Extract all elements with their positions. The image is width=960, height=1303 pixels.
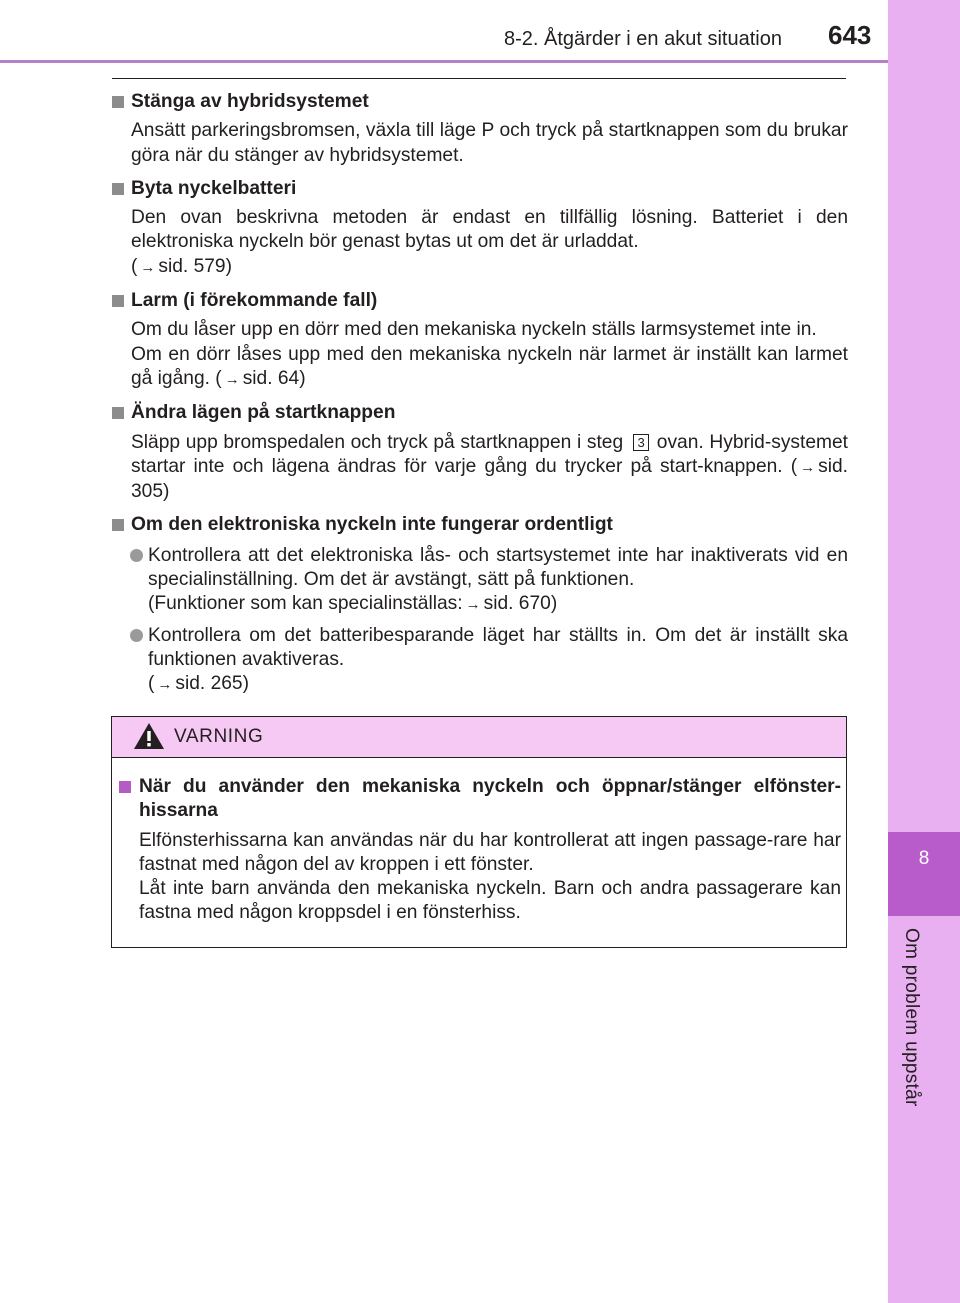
square-bullet-icon	[119, 781, 131, 793]
arrow-right-icon: →	[157, 676, 173, 694]
page-number: 643	[828, 20, 872, 50]
chapter-title: Om problem uppstår	[901, 928, 922, 1107]
section-body: Den ovan beskrivna metoden är endast en tillfällig lösning. Batteriet i den elektroniska nyckeln bör genast bytas ut om det är urladdat. ( → sid. 579)	[112, 206, 848, 280]
section-heading: Byta nyckelbatteri	[112, 177, 848, 201]
circle-bullet-icon	[130, 549, 143, 562]
main-content	[112, 90, 848, 698]
warning-triangle-icon	[133, 722, 165, 750]
square-bullet-icon	[112, 407, 124, 419]
section-heading: Ändra lägen på startknappen	[112, 401, 848, 425]
section-heading: Stänga av hybridsystemet	[112, 90, 848, 114]
chapter-number: 8	[918, 848, 930, 869]
warning-text: Elfönsterhissarna kan användas när du har kontrollerat att ingen passage-rare har fastnat med någon del av kroppen i ett fönster. Låt inte barn använda den mekaniska nyckeln. Barn och andra passagerare kan fastna med någon kroppsdel i en fönsterhiss.	[139, 829, 841, 924]
section-heading: Larm (i förekommande fall)	[112, 289, 848, 313]
chapter-tab[interactable]	[888, 832, 960, 916]
square-bullet-icon	[112, 519, 124, 531]
warning-box	[111, 716, 847, 948]
square-bullet-icon	[112, 183, 124, 195]
warning-header	[112, 717, 846, 758]
warning-heading: När du använder den mekaniska nyckeln och öppnar/stänger elfönster-hissarna	[119, 775, 841, 824]
page-ref-link[interactable]: sid. 305	[131, 455, 848, 503]
arrow-right-icon: →	[224, 370, 240, 388]
section-title: 8-2. Åtgärder i en akut situation	[504, 28, 782, 50]
warning-label: VARNING	[174, 726, 264, 747]
square-bullet-icon	[112, 96, 124, 108]
step-number-box: 3	[633, 434, 649, 451]
section-body: Ansätt parkeringsbromsen, växla till läge P och tryck på startknappen som du brukar göra när du stänger av hybridsystemet.	[131, 120, 848, 166]
section-body: Om du låser upp en dörr med den mekaniska nyckeln ställs larmsystemet inte in. Om en dörr låses upp med den mekaniska nyckeln när larmet är inställt kan larmet gå igång. ( → sid. 64)	[112, 318, 848, 392]
list-item: Kontrollera om det batteribesparande läget har ställts in. Om det är inställt ska funktionen avaktiveras. ( → sid. 265)	[112, 624, 848, 698]
list-item: Kontrollera att det elektroniska lås- och startsystemet inte har inaktiverats vid en specialinställning. Om det är avstängt, sätt på funktionen. (Funktioner som kan specialinställas: → sid. 670)	[112, 544, 848, 618]
arrow-right-icon: →	[800, 458, 816, 476]
square-bullet-icon	[112, 295, 124, 307]
page-ref-link[interactable]: sid. 670	[483, 593, 551, 615]
header-divider	[0, 60, 888, 63]
arrow-right-icon: →	[140, 258, 156, 276]
page-ref-link[interactable]: sid. 265	[175, 673, 243, 695]
section-body: Släpp upp bromspedalen och tryck på startknappen i steg 3 ovan. Hybrid-systemet startar inte och lägena ändras för varje gång du trycker på start-knappen. ( → sid. 305)	[131, 431, 848, 503]
arrow-right-icon: →	[465, 596, 481, 614]
section-heading: Om den elektroniska nyckeln inte fungerar ordentligt	[112, 513, 848, 537]
top-rule	[112, 78, 846, 79]
page-ref-link[interactable]: sid. 64	[242, 367, 300, 389]
page-ref-link[interactable]: sid. 579	[158, 255, 226, 277]
warning-body	[119, 775, 841, 926]
circle-bullet-icon	[130, 629, 143, 642]
